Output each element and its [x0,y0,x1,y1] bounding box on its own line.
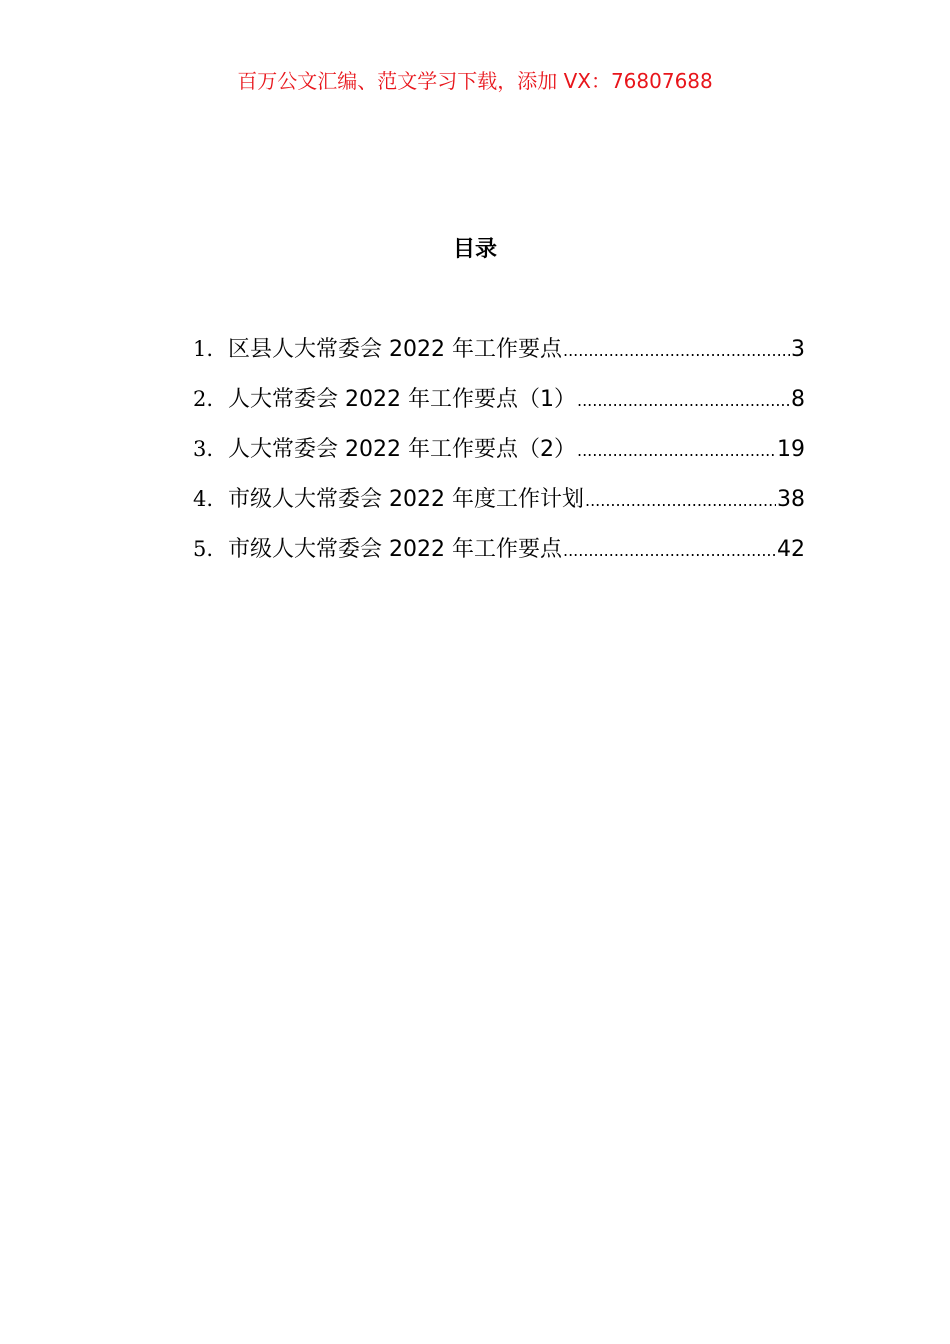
toc-entry-2[interactable] [193,383,805,416]
toc-entry-title: 人大常委会 2022 年工作要点（2） [228,437,576,462]
toc-dot-leader [563,534,776,567]
toc-entry-page: 19 [777,437,805,462]
toc-entry-title: 区县人大常委会 2022 年工作要点 [228,337,562,362]
toc-entry-page: 38 [777,487,805,512]
toc-dot-leader [563,334,790,367]
toc-entry-number: 1. [193,337,214,361]
toc-entry-3[interactable] [193,433,805,466]
toc-entry-number: 3. [193,437,214,461]
toc-dot-leader [585,484,776,517]
toc-entry-title: 市级人大常委会 2022 年工作要点 [228,537,562,562]
toc-entry-5[interactable] [193,533,805,566]
toc-dot-leader [577,434,776,467]
toc-entry-1[interactable] [193,333,805,366]
toc-entry-page: 3 [791,337,805,362]
toc-entry-page: 8 [791,387,805,412]
toc-entry-title: 市级人大常委会 2022 年度工作计划 [228,487,584,512]
toc-entry-4[interactable] [193,483,805,516]
table-of-contents [193,333,805,583]
toc-dot-leader [577,384,790,417]
header-banner: 百万公文汇编、范文学习下载，添加 VX：76807688 [237,69,713,93]
toc-entry-number: 5. [193,537,214,561]
toc-entry-page: 42 [777,537,805,562]
toc-entry-title: 人大常委会 2022 年工作要点（1） [228,387,576,412]
toc-entry-number: 4. [193,487,214,511]
toc-entry-number: 2. [193,387,214,411]
toc-title: 目录 [452,237,497,262]
